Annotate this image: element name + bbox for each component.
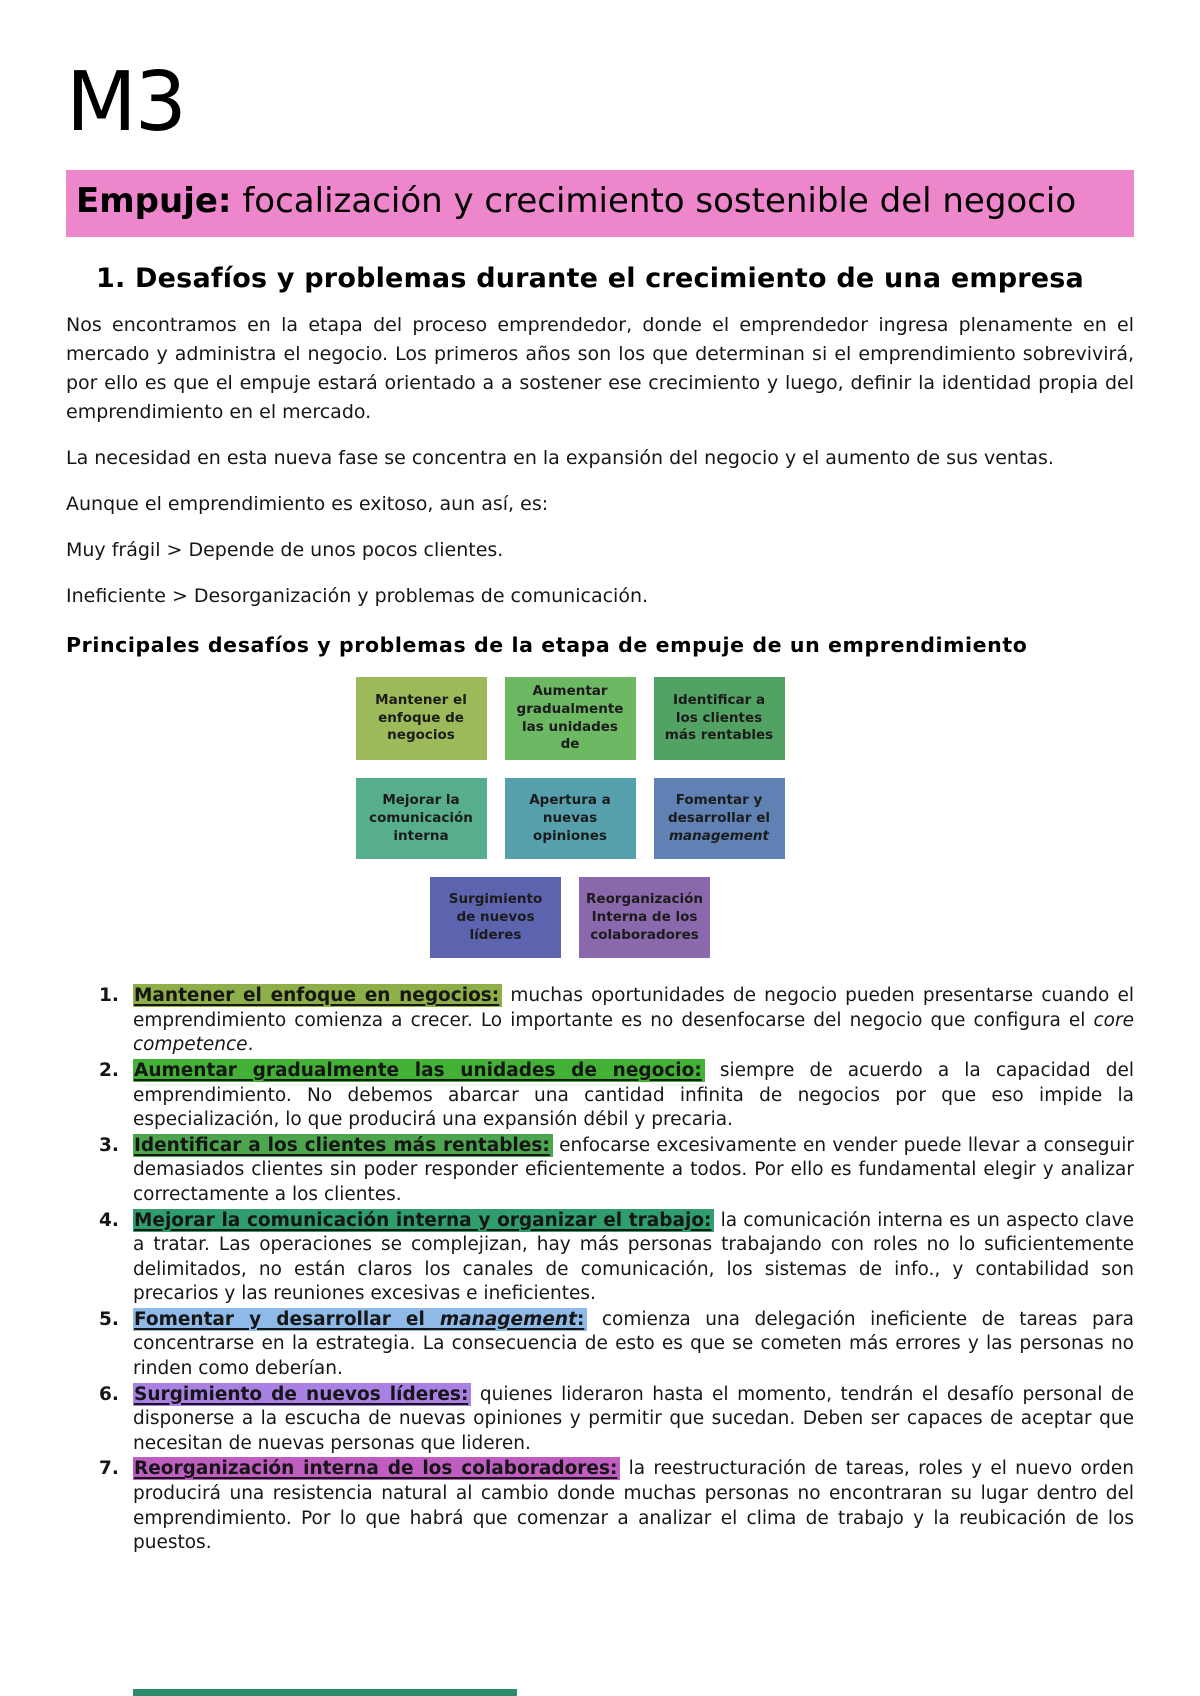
- challenge-item: [66, 1209, 1134, 1307]
- challenge-number: 7.: [99, 1458, 119, 1480]
- challenge-item: [66, 1059, 1134, 1133]
- challenge-text: [133, 1308, 1134, 1382]
- text-run: comienza una delegación ineficiente de tareas para concentrarse en la estrategia. La consecuencia de esto es que se cometen más errores y las personas no rinden como deberían.: [133, 1308, 1134, 1380]
- text-run: Aumentar gradualmente las unidades de negocio:: [134, 1059, 702, 1081]
- document-title-rest: focalización y crecimiento sostenible del negocio: [231, 181, 1077, 221]
- challenge-heading: [133, 1134, 553, 1157]
- challenge-text: [133, 1383, 1134, 1457]
- diagram-box: [356, 677, 487, 760]
- diagram-box: [505, 778, 636, 859]
- challenges-list: [66, 984, 1134, 1556]
- diagram-box-label: [586, 891, 703, 944]
- text-run: Apertura a nuevas opiniones: [529, 791, 611, 844]
- intro-paragraph: Aunque el emprendimiento es exitoso, aun así, es:: [66, 492, 549, 515]
- text-run: Mantener el enfoque de negocios: [375, 691, 467, 744]
- diagram-box-label: [364, 692, 479, 745]
- diagram-row: [356, 677, 785, 760]
- challenge-item: [66, 984, 1134, 1058]
- challenge-heading: [133, 1457, 620, 1480]
- text-run: Reorganización Interna de los colaboradores: [586, 890, 703, 943]
- challenge-text: [133, 1457, 1134, 1555]
- diagram-box-label: [662, 792, 777, 845]
- text-run: Mantener el enfoque en negocios:: [134, 985, 500, 1007]
- challenge-number: 2.: [99, 1059, 119, 1081]
- text-run: management: [439, 1308, 577, 1330]
- text-run: Aumentar gradualmente las unidades de: [516, 682, 624, 753]
- text-run: muchas oportunidades de negocio pueden presentarse cuando el emprendimiento comienza a crecer. Lo importante es no desenfocarse del negocio que configura el: [133, 985, 1134, 1031]
- text-run: Mejorar la comunicación interna: [369, 791, 473, 844]
- challenge-number: 6.: [99, 1383, 119, 1405]
- challenge-number: 4.: [99, 1209, 119, 1231]
- text-run: Surgimiento de nuevos líderes:: [134, 1383, 469, 1405]
- text-run: Fomentar y desarrollar el: [667, 791, 771, 826]
- document-title-highlight: [66, 170, 1134, 237]
- text-run: siempre de acuerdo a la capacidad del emprendimiento. No debemos abarcar una cantidad infinita de negocios por que eso impide la especialización, lo que producirá una expansión débil y precaria.: [133, 1059, 1134, 1131]
- diagram-box-label: [364, 792, 479, 845]
- challenge-heading: [133, 1383, 471, 1406]
- text-run: enfocarse excesivamente en vender puede llevar a conseguir demasiados clientes sin poder responder eficientemente a todos. Por ello es fundamental elegir y analizar correctamente a los clientes.: [133, 1134, 1134, 1205]
- challenge-number: 1.: [99, 985, 119, 1007]
- intro-paragraph: Ineficiente > Desorganización y problemas de comunicación.: [66, 584, 649, 607]
- challenge-text: [133, 984, 1134, 1058]
- diagram-row: [356, 877, 785, 958]
- text-run: Mejorar la comunicación interna y organizar el trabajo:: [134, 1209, 712, 1231]
- diagram-box: [654, 677, 785, 760]
- diagram-box: [505, 677, 636, 760]
- text-run: Fomentar y desarrollar el: [134, 1308, 440, 1330]
- diagram-heading: Principales desafíos y problemas de la etapa de empuje de un emprendimiento: [66, 632, 1028, 657]
- text-run: Identificar a los clientes más rentables:: [134, 1134, 550, 1156]
- diagram-box-label: [513, 792, 628, 845]
- challenge-heading: [133, 1059, 705, 1082]
- text-run: quienes lideraron hasta el momento, tendrán el desafío personal de disponerse a la escucha de nuevas opiniones y permitir que sucedan. Deben ser capaces de aceptar que necesitan de nuevas personas que lideren.: [133, 1383, 1134, 1454]
- intro-paragraph: Muy frágil > Depende de unos pocos clientes.: [66, 538, 504, 561]
- diagram-box-label: [662, 692, 777, 745]
- diagram-box: [579, 877, 710, 958]
- intro-paragraph: La necesidad en esta nueva fase se concentra en la expansión del negocio y el aumento de sus ventas.: [66, 446, 1054, 469]
- text-run: Reorganización interna de los colaboradores:: [134, 1458, 618, 1480]
- section-heading: 1. Desafíos y problemas durante el crecimiento de una empresa: [96, 262, 1084, 294]
- diagram-box: [430, 877, 561, 958]
- text-run: la comunicación interna es un aspecto clave a tratar. Las operaciones se complejizan, hay más personas trabajando con roles no lo suficientemente delimitados, no están claros los canales de comunicación, los sistemas de info., y contabilidad son precarios y las reuniones excesivas e ineficientes.: [133, 1209, 1134, 1305]
- challenge-item: [66, 1308, 1134, 1382]
- text-run: .: [247, 1034, 254, 1056]
- challenge-item: [66, 1383, 1134, 1457]
- challenge-number: 5.: [99, 1308, 119, 1330]
- challenge-heading: [133, 1308, 587, 1331]
- challenge-text: [133, 1059, 1134, 1133]
- text-run: Surgimiento de nuevos líderes: [448, 890, 543, 943]
- diagram-box: [654, 778, 785, 859]
- intro-paragraph: Nos encontramos en la etapa del proceso emprendedor, donde el emprendedor ingresa plenamente en el mercado y administra el negocio. Los primeros años son los que determinan si el emprendimiento sobrevivirá, por ello es que el empuje estará orientado a a sostener ese crecimiento y luego, definir la identidad propia del emprendimiento en el mercado.: [66, 313, 1134, 423]
- next-heading-cutoff-highlight: [133, 1689, 517, 1696]
- text-run: Identificar a los clientes más rentables: [664, 691, 774, 744]
- module-title: M3: [66, 55, 185, 150]
- challenge-item: [66, 1134, 1134, 1208]
- challenges-diagram: [356, 677, 785, 958]
- text-run: la reestructuración de tareas, roles y el nuevo orden producirá una resistencia natural al cambio donde muchas personas no encontraran su lugar dentro del emprendimiento. Por lo que habrá que comenzar a analizar el clima de trabajo y la reubicación de los puestos.: [133, 1458, 1134, 1554]
- document-title-bold: Empuje:: [76, 181, 232, 221]
- challenge-item: [66, 1457, 1134, 1555]
- challenge-heading: [133, 1209, 714, 1232]
- challenge-heading: [133, 984, 502, 1007]
- challenge-number: 3.: [99, 1134, 119, 1156]
- text-run: :: [576, 1308, 585, 1330]
- text-run: core competence: [133, 1009, 1134, 1056]
- diagram-box-label: [438, 891, 553, 944]
- diagram-row: [356, 778, 785, 859]
- text-run: management: [668, 827, 769, 844]
- challenge-text: [133, 1209, 1134, 1307]
- diagram-box: [356, 778, 487, 859]
- diagram-box-label: [513, 683, 628, 754]
- challenge-text: [133, 1134, 1134, 1208]
